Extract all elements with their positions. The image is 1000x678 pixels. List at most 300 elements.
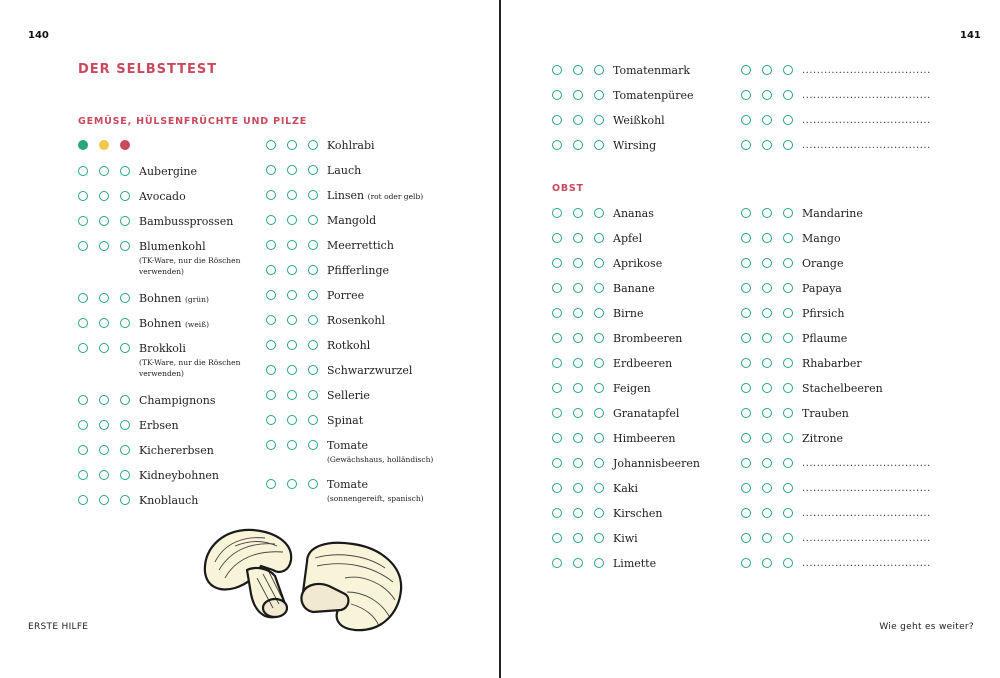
rating-circle-icon[interactable] xyxy=(783,433,793,443)
rating-circle-icon[interactable] xyxy=(120,140,130,150)
rating-circle-icon[interactable] xyxy=(266,440,276,450)
item-qualifier: (rot oder gelb) xyxy=(367,192,424,201)
item-name: Meerrettich xyxy=(327,239,394,252)
item-label xyxy=(327,164,361,178)
rating-circles xyxy=(266,440,324,452)
rating-circle-icon[interactable] xyxy=(99,216,109,226)
rating-circle-icon[interactable] xyxy=(78,470,88,480)
rating-circle-icon[interactable] xyxy=(78,293,88,303)
rating-circle-icon[interactable] xyxy=(741,65,751,75)
blank-write-in-line[interactable]: ................................... xyxy=(802,140,931,151)
item-name: Kidneybohnen xyxy=(139,469,220,482)
rating-circle-icon[interactable] xyxy=(266,365,276,375)
rating-circle-icon[interactable] xyxy=(78,343,88,353)
rating-circle-icon[interactable] xyxy=(573,308,583,318)
rating-circle-icon[interactable] xyxy=(287,190,297,200)
rating-circle-icon[interactable] xyxy=(762,283,772,293)
rating-circle-icon[interactable] xyxy=(783,383,793,393)
rating-circle-icon[interactable] xyxy=(783,283,793,293)
rating-circle-icon[interactable] xyxy=(120,445,130,455)
rating-circle-icon[interactable] xyxy=(573,433,583,443)
rating-circle-icon[interactable] xyxy=(783,458,793,468)
mushroom-illustration-icon xyxy=(195,522,410,637)
rating-circle-icon[interactable] xyxy=(573,558,583,568)
blank-write-in-line[interactable]: ................................... xyxy=(802,508,931,519)
rating-circle-icon[interactable] xyxy=(762,308,772,318)
item-label xyxy=(139,292,209,307)
rating-circle-icon[interactable] xyxy=(308,190,318,200)
rating-circle-icon[interactable] xyxy=(287,140,297,150)
rating-circle-icon[interactable] xyxy=(287,340,297,350)
rating-circle-icon[interactable] xyxy=(308,265,318,275)
right-page xyxy=(501,0,1000,678)
rating-circle-icon[interactable] xyxy=(594,533,604,543)
rating-circle-icon[interactable] xyxy=(594,558,604,568)
rating-circle-icon[interactable] xyxy=(552,483,562,493)
item-label xyxy=(139,394,216,408)
footer-left: ERSTE HILFE xyxy=(28,622,89,632)
rating-circle-icon[interactable] xyxy=(287,240,297,250)
rating-circle-icon[interactable] xyxy=(783,533,793,543)
rating-circle-icon[interactable] xyxy=(287,390,297,400)
rating-circle-icon[interactable] xyxy=(99,495,109,505)
rating-circle-icon[interactable] xyxy=(287,479,297,489)
rating-circle-icon[interactable] xyxy=(594,115,604,125)
rating-circle-icon[interactable] xyxy=(594,358,604,368)
item-name: Tomate xyxy=(327,439,369,452)
rating-circle-icon[interactable] xyxy=(78,420,88,430)
rating-circle-icon[interactable] xyxy=(266,265,276,275)
rating-circle-icon[interactable] xyxy=(552,533,562,543)
rating-circle-icon[interactable] xyxy=(266,165,276,175)
rating-circle-icon[interactable] xyxy=(741,458,751,468)
rating-circle-icon[interactable] xyxy=(762,433,772,443)
item-name: Bohnen xyxy=(139,292,182,305)
rating-circle-icon[interactable] xyxy=(266,140,276,150)
rating-circle-icon[interactable] xyxy=(783,333,793,343)
rating-circle-icon[interactable] xyxy=(741,433,751,443)
rating-circle-icon[interactable] xyxy=(594,90,604,100)
rating-circle-icon[interactable] xyxy=(99,343,109,353)
rating-circle-icon[interactable] xyxy=(78,495,88,505)
rating-circles xyxy=(78,395,136,407)
rating-circle-icon[interactable] xyxy=(78,395,88,405)
rating-circle-icon[interactable] xyxy=(783,90,793,100)
rating-circles xyxy=(266,290,324,302)
rating-circle-icon[interactable] xyxy=(594,258,604,268)
rating-circles xyxy=(552,333,610,345)
item-name: Banane xyxy=(613,282,655,295)
blank-write-in-line[interactable]: ................................... xyxy=(802,458,931,469)
rating-circle-icon[interactable] xyxy=(266,415,276,425)
rating-circle-icon[interactable] xyxy=(741,308,751,318)
rating-circle-icon[interactable] xyxy=(287,215,297,225)
rating-circles xyxy=(78,216,136,228)
rating-circle-icon[interactable] xyxy=(762,533,772,543)
rating-circles xyxy=(78,293,136,305)
rating-circle-icon[interactable] xyxy=(120,216,130,226)
item-name: Mango xyxy=(802,232,841,245)
rating-circle-icon[interactable] xyxy=(287,290,297,300)
rating-circle-icon[interactable] xyxy=(308,365,318,375)
item-name: Erdbeeren xyxy=(613,357,673,370)
rating-circle-icon[interactable] xyxy=(552,258,562,268)
item-name: Stachelbeeren xyxy=(802,382,883,395)
rating-circle-icon[interactable] xyxy=(308,215,318,225)
rating-circles xyxy=(741,483,799,495)
rating-circle-icon[interactable] xyxy=(552,433,562,443)
rating-circle-icon[interactable] xyxy=(552,115,562,125)
rating-circles xyxy=(266,215,324,227)
rating-circle-icon[interactable] xyxy=(287,265,297,275)
blank-write-in-line[interactable]: ................................... xyxy=(802,115,931,126)
rating-circles xyxy=(552,383,610,395)
rating-circle-icon[interactable] xyxy=(266,215,276,225)
rating-circle-icon[interactable] xyxy=(552,208,562,218)
item-name: Pfifferlinge xyxy=(327,264,389,277)
rating-circle-icon[interactable] xyxy=(120,343,130,353)
rating-circles xyxy=(552,283,610,295)
rating-circle-icon[interactable] xyxy=(573,208,583,218)
item-label xyxy=(139,317,209,332)
rating-circle-icon[interactable] xyxy=(573,333,583,343)
item-name: Kaki xyxy=(613,482,638,495)
page-number-right: 141 xyxy=(960,30,981,41)
rating-circle-icon[interactable] xyxy=(552,508,562,518)
rating-circle-icon[interactable] xyxy=(762,483,772,493)
rating-circle-icon[interactable] xyxy=(78,140,88,150)
rating-circle-icon[interactable] xyxy=(552,458,562,468)
section-heading-fruit: OBST xyxy=(552,183,584,194)
rating-circle-icon[interactable] xyxy=(741,115,751,125)
item-name: Knoblauch xyxy=(139,494,199,507)
rating-circle-icon[interactable] xyxy=(762,140,772,150)
rating-circle-icon[interactable] xyxy=(287,440,297,450)
rating-circle-icon[interactable] xyxy=(573,65,583,75)
rating-circle-icon[interactable] xyxy=(120,293,130,303)
rating-circle-icon[interactable] xyxy=(99,293,109,303)
rating-circle-icon[interactable] xyxy=(552,90,562,100)
item-name: Johannisbeeren xyxy=(613,457,700,470)
item-name: Brombeeren xyxy=(613,332,683,345)
rating-circle-icon[interactable] xyxy=(573,533,583,543)
rating-circles xyxy=(266,365,324,377)
rating-circle-icon[interactable] xyxy=(741,258,751,268)
rating-circle-icon[interactable] xyxy=(573,483,583,493)
rating-circle-icon[interactable] xyxy=(308,315,318,325)
rating-circle-icon[interactable] xyxy=(78,318,88,328)
rating-circle-icon[interactable] xyxy=(594,383,604,393)
blank-write-in-line[interactable]: ................................... xyxy=(802,483,931,494)
rating-circles xyxy=(552,533,610,545)
rating-circle-icon[interactable] xyxy=(308,140,318,150)
rating-circle-icon[interactable] xyxy=(594,458,604,468)
item-name: Orange xyxy=(802,257,844,270)
rating-circle-icon[interactable] xyxy=(783,208,793,218)
rating-circle-icon[interactable] xyxy=(594,433,604,443)
item-name: Kiwi xyxy=(613,532,638,545)
item-name: Limette xyxy=(613,557,657,570)
item-label xyxy=(327,289,364,303)
item-name: Himbeeren xyxy=(613,432,676,445)
rating-circle-icon[interactable] xyxy=(99,318,109,328)
item-name: Rhabarber xyxy=(802,357,862,370)
rating-circle-icon[interactable] xyxy=(552,383,562,393)
rating-circle-icon[interactable] xyxy=(573,458,583,468)
blank-write-in-line[interactable]: ................................... xyxy=(802,90,931,101)
rating-circles xyxy=(78,495,136,507)
rating-circle-icon[interactable] xyxy=(99,395,109,405)
item-name: Trauben xyxy=(802,407,849,420)
rating-circle-icon[interactable] xyxy=(120,395,130,405)
rating-circles xyxy=(266,190,324,202)
rating-circle-icon[interactable] xyxy=(99,420,109,430)
rating-circle-icon[interactable] xyxy=(762,208,772,218)
rating-circles xyxy=(266,265,324,277)
rating-circle-icon[interactable] xyxy=(573,358,583,368)
rating-circle-icon[interactable] xyxy=(783,408,793,418)
rating-circle-icon[interactable] xyxy=(287,315,297,325)
rating-circle-icon[interactable] xyxy=(573,508,583,518)
rating-circle-icon[interactable] xyxy=(120,318,130,328)
item-name: Ananas xyxy=(613,207,654,220)
rating-circle-icon[interactable] xyxy=(594,283,604,293)
rating-circles xyxy=(78,241,136,253)
rating-circle-icon[interactable] xyxy=(741,508,751,518)
rating-circle-icon[interactable] xyxy=(741,283,751,293)
item-label xyxy=(139,469,219,483)
rating-circle-icon[interactable] xyxy=(762,65,772,75)
rating-circle-icon[interactable] xyxy=(573,90,583,100)
rating-circle-icon[interactable] xyxy=(594,65,604,75)
rating-circles xyxy=(741,333,799,345)
rating-circle-icon[interactable] xyxy=(266,190,276,200)
rating-circle-icon[interactable] xyxy=(573,283,583,293)
item-label xyxy=(327,264,389,278)
rating-circle-icon[interactable] xyxy=(783,308,793,318)
rating-circle-icon[interactable] xyxy=(99,166,109,176)
rating-circle-icon[interactable] xyxy=(783,483,793,493)
rating-circle-icon[interactable] xyxy=(120,241,130,251)
rating-circle-icon[interactable] xyxy=(594,508,604,518)
rating-circles xyxy=(266,390,324,402)
rating-circle-icon[interactable] xyxy=(762,233,772,243)
item-label xyxy=(327,214,376,228)
rating-circle-icon[interactable] xyxy=(594,483,604,493)
rating-circle-icon[interactable] xyxy=(78,445,88,455)
rating-circle-icon[interactable] xyxy=(741,358,751,368)
rating-circle-icon[interactable] xyxy=(266,479,276,489)
rating-circle-icon[interactable] xyxy=(783,115,793,125)
item-label xyxy=(139,342,186,356)
item-name: Kichererbsen xyxy=(139,444,214,457)
item-name: Zitrone xyxy=(802,432,844,445)
rating-circle-icon[interactable] xyxy=(120,470,130,480)
rating-circle-icon[interactable] xyxy=(552,283,562,293)
rating-circle-icon[interactable] xyxy=(99,241,109,251)
rating-circles xyxy=(78,191,136,203)
item-label xyxy=(327,439,368,453)
rating-circle-icon[interactable] xyxy=(741,333,751,343)
rating-circle-icon[interactable] xyxy=(762,408,772,418)
rating-circle-icon[interactable] xyxy=(120,166,130,176)
rating-circle-icon[interactable] xyxy=(573,408,583,418)
rating-circles xyxy=(741,408,799,420)
item-label xyxy=(327,189,423,204)
rating-circle-icon[interactable] xyxy=(783,558,793,568)
rating-circle-icon[interactable] xyxy=(552,233,562,243)
rating-circle-icon[interactable] xyxy=(308,290,318,300)
rating-circle-icon[interactable] xyxy=(783,258,793,268)
item-label xyxy=(327,139,375,153)
item-name: Spinat xyxy=(327,414,364,427)
item-name: Rotkohl xyxy=(327,339,371,352)
rating-circle-icon[interactable] xyxy=(120,191,130,201)
rating-circle-icon[interactable] xyxy=(741,483,751,493)
rating-circles xyxy=(552,208,610,220)
rating-circle-icon[interactable] xyxy=(308,479,318,489)
item-name: Birne xyxy=(613,307,644,320)
rating-circle-icon[interactable] xyxy=(762,383,772,393)
rating-circle-icon[interactable] xyxy=(266,240,276,250)
rating-circle-icon[interactable] xyxy=(594,208,604,218)
rating-circle-icon[interactable] xyxy=(762,508,772,518)
item-label xyxy=(139,419,179,433)
rating-circle-icon[interactable] xyxy=(741,140,751,150)
rating-circle-icon[interactable] xyxy=(783,140,793,150)
rating-circle-icon[interactable] xyxy=(552,358,562,368)
rating-circle-icon[interactable] xyxy=(552,65,562,75)
blank-write-in-line[interactable]: ................................... xyxy=(802,558,931,569)
rating-circle-icon[interactable] xyxy=(762,90,772,100)
rating-circles xyxy=(552,458,610,470)
rating-circle-icon[interactable] xyxy=(762,558,772,568)
item-name: Aprikose xyxy=(613,257,663,270)
rating-circle-icon[interactable] xyxy=(762,333,772,343)
rating-circle-icon[interactable] xyxy=(552,408,562,418)
rating-circle-icon[interactable] xyxy=(99,445,109,455)
rating-circles xyxy=(552,308,610,320)
rating-circle-icon[interactable] xyxy=(594,408,604,418)
rating-circle-icon[interactable] xyxy=(783,233,793,243)
rating-circle-icon[interactable] xyxy=(594,308,604,318)
rating-circle-icon[interactable] xyxy=(266,390,276,400)
rating-circle-icon[interactable] xyxy=(78,241,88,251)
rating-circles xyxy=(552,65,610,77)
rating-circles xyxy=(741,208,799,220)
item-name: Papaya xyxy=(802,282,842,295)
rating-circle-icon[interactable] xyxy=(99,470,109,480)
rating-circle-icon[interactable] xyxy=(308,440,318,450)
rating-circle-icon[interactable] xyxy=(762,115,772,125)
rating-circle-icon[interactable] xyxy=(78,191,88,201)
item-name: Granatapfel xyxy=(613,407,680,420)
rating-circles xyxy=(552,558,610,570)
rating-circle-icon[interactable] xyxy=(741,408,751,418)
rating-circle-icon[interactable] xyxy=(741,233,751,243)
item-name: Brokkoli xyxy=(139,342,186,355)
item-name: Aubergine xyxy=(139,165,197,178)
rating-circles xyxy=(741,383,799,395)
rating-circle-icon[interactable] xyxy=(120,420,130,430)
rating-circle-icon[interactable] xyxy=(573,140,583,150)
blank-write-in-line[interactable]: ................................... xyxy=(802,533,931,544)
rating-circle-icon[interactable] xyxy=(287,165,297,175)
rating-circles xyxy=(741,140,799,152)
rating-circle-icon[interactable] xyxy=(594,333,604,343)
rating-circle-icon[interactable] xyxy=(552,140,562,150)
section-heading-vegetables: GEMÜSE, HÜLSENFRÜCHTE UND PILZE xyxy=(78,116,308,127)
item-label xyxy=(139,190,186,204)
item-label xyxy=(327,239,394,253)
rating-circle-icon[interactable] xyxy=(266,290,276,300)
rating-circle-icon[interactable] xyxy=(120,495,130,505)
rating-circle-icon[interactable] xyxy=(762,258,772,268)
rating-circle-icon[interactable] xyxy=(99,191,109,201)
rating-circle-icon[interactable] xyxy=(783,508,793,518)
rating-circle-icon[interactable] xyxy=(308,240,318,250)
rating-circle-icon[interactable] xyxy=(741,90,751,100)
rating-circle-icon[interactable] xyxy=(287,365,297,375)
item-label xyxy=(327,314,385,328)
item-name: Weißkohl xyxy=(613,114,665,127)
rating-circle-icon[interactable] xyxy=(573,383,583,393)
rating-circle-icon[interactable] xyxy=(552,333,562,343)
rating-circle-icon[interactable] xyxy=(552,558,562,568)
rating-circle-icon[interactable] xyxy=(99,140,109,150)
rating-circle-icon[interactable] xyxy=(308,415,318,425)
rating-circle-icon[interactable] xyxy=(78,166,88,176)
rating-circle-icon[interactable] xyxy=(573,258,583,268)
item-name: Pflaume xyxy=(802,332,848,345)
item-name: Rosenkohl xyxy=(327,314,386,327)
rating-circle-icon[interactable] xyxy=(741,208,751,218)
rating-circle-icon[interactable] xyxy=(762,458,772,468)
rating-circle-icon[interactable] xyxy=(552,308,562,318)
item-name: Avocado xyxy=(139,190,186,203)
rating-circles xyxy=(266,479,324,491)
rating-circle-icon[interactable] xyxy=(308,390,318,400)
rating-circle-icon[interactable] xyxy=(594,233,604,243)
rating-circle-icon[interactable] xyxy=(783,358,793,368)
rating-circle-icon[interactable] xyxy=(783,65,793,75)
item-label xyxy=(327,339,370,353)
rating-circle-icon[interactable] xyxy=(573,115,583,125)
item-label xyxy=(327,414,363,428)
rating-circles xyxy=(78,343,136,355)
rating-circle-icon[interactable] xyxy=(741,533,751,543)
rating-circle-icon[interactable] xyxy=(266,315,276,325)
rating-circles xyxy=(78,420,136,432)
rating-circle-icon[interactable] xyxy=(594,140,604,150)
rating-circle-icon[interactable] xyxy=(573,233,583,243)
rating-circle-icon[interactable] xyxy=(308,340,318,350)
rating-circle-icon[interactable] xyxy=(762,358,772,368)
rating-circles xyxy=(266,315,324,327)
rating-circle-icon[interactable] xyxy=(741,558,751,568)
item-name: Feigen xyxy=(613,382,651,395)
blank-write-in-line[interactable]: ................................... xyxy=(802,65,931,76)
rating-circle-icon[interactable] xyxy=(266,340,276,350)
item-name: Kirschen xyxy=(613,507,663,520)
rating-circles xyxy=(741,358,799,370)
rating-circle-icon[interactable] xyxy=(287,415,297,425)
rating-circle-icon[interactable] xyxy=(741,383,751,393)
rating-circle-icon[interactable] xyxy=(78,216,88,226)
rating-circle-icon[interactable] xyxy=(308,165,318,175)
item-name: Bambussprossen xyxy=(139,215,234,228)
rating-circles xyxy=(552,115,610,127)
